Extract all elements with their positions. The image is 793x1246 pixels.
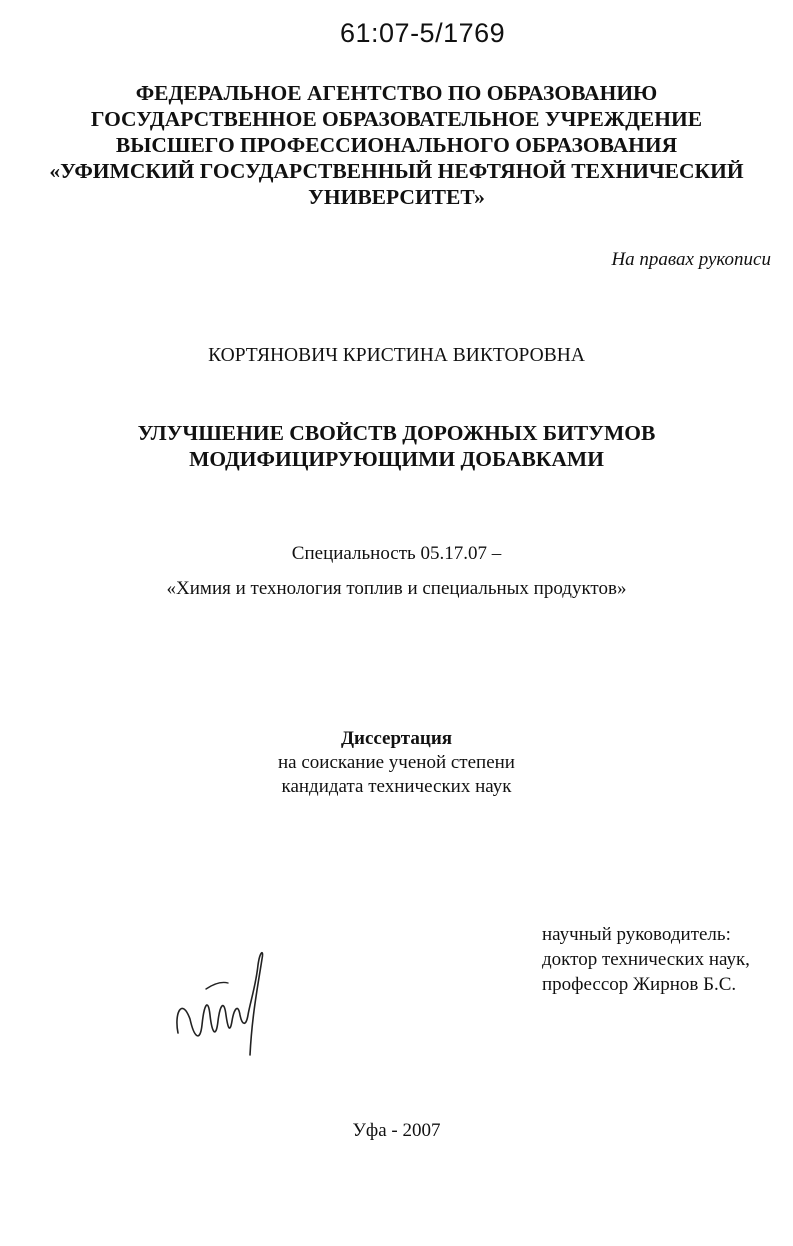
supervisor-line: профессор Жирнов Б.С. xyxy=(542,974,737,995)
dissertation-degree-line: кандидата технических наук xyxy=(281,776,512,797)
thesis-title xyxy=(0,420,793,472)
specialty-name: «Химия и технология топлив и специальных продуктов» xyxy=(166,578,627,599)
author-name: КОРТЯНОВИЧ КРИСТИНА ВИКТОРОВНА xyxy=(208,345,585,366)
supervisor-block xyxy=(542,922,750,997)
thesis-title-line: УЛУЧШЕНИЕ СВОЙСТВ ДОРОЖНЫХ БИТУМОВ xyxy=(137,421,656,445)
org-header-line: УНИВЕРСИТЕТ» xyxy=(308,185,485,209)
archive-code: 61:07-5/1769 xyxy=(340,18,506,48)
dissertation-degree-line: на соискание ученой степени xyxy=(278,752,515,773)
org-header-line: «УФИМСКИЙ ГОСУДАРСТВЕННЫЙ НЕФТЯНОЙ ТЕХНИЧЕСКИЙ xyxy=(49,159,744,183)
supervisor-line: доктор технических наук, xyxy=(542,949,750,970)
manuscript-note: На правах рукописи xyxy=(611,249,771,270)
specialty-code: Специальность 05.17.07 – xyxy=(291,543,502,564)
org-header-line: ФЕДЕРАЛЬНОЕ АГЕНТСТВО ПО ОБРАЗОВАНИЮ xyxy=(135,81,658,105)
city-year: Уфа - 2007 xyxy=(352,1120,441,1141)
thesis-title-line: МОДИФИЦИРУЮЩИМИ ДОБАВКАМИ xyxy=(189,447,604,471)
dissertation-block xyxy=(0,727,793,799)
org-header-line: ВЫСШЕГО ПРОФЕССИОНАЛЬНОГО ОБРАЗОВАНИЯ xyxy=(115,133,678,157)
supervisor-line: научный руководитель: xyxy=(542,924,731,945)
dissertation-title: Диссертация xyxy=(340,728,453,749)
signature-image xyxy=(172,945,282,1065)
organization-header xyxy=(0,80,793,210)
org-header-line: ГОСУДАРСТВЕННОЕ ОБРАЗОВАТЕЛЬНОЕ УЧРЕЖДЕНИЕ xyxy=(90,107,703,131)
